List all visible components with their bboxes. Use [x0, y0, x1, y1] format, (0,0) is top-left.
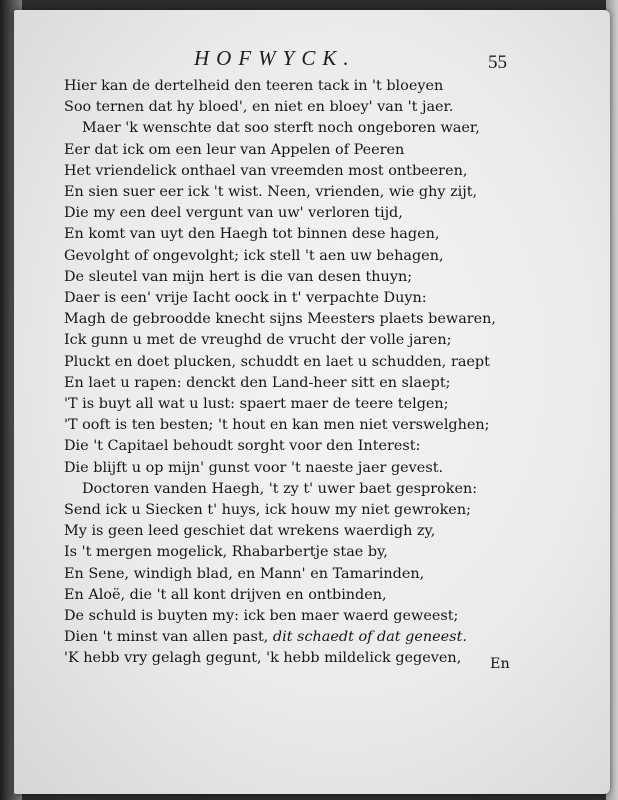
verse-line [64, 394, 534, 415]
verse-text-block [64, 76, 534, 670]
verse-line [64, 564, 534, 585]
verse-line [64, 627, 534, 648]
verse-line-text: Magh de gebroodde knecht sijns Meesters plaets bewaren, [64, 311, 497, 328]
verse-line-text: Soo ternen dat hy bloed', en niet en bloey' van 't jaer. [64, 99, 454, 116]
verse-line-text: Dien 't minst van allen past, [64, 629, 269, 646]
verse-line [64, 542, 534, 563]
verse-line-text: Eer dat ick om een leur van Appelen of Peeren [64, 141, 405, 158]
verse-line-text: Die blijft u op mijn' gunst voor 't naeste jaer gevest. [64, 459, 444, 476]
verse-line [64, 585, 534, 606]
verse-line-text: De schuld is buyten my: ick ben maer waerd geweest; [64, 608, 459, 625]
verse-line [64, 203, 534, 224]
verse-line [64, 309, 534, 330]
verse-line-text: Pluckt en doet plucken, schuddt en laet u schudden, raept [64, 353, 490, 370]
verse-line [64, 118, 534, 139]
verse-line [64, 436, 534, 457]
verse-line-text: En Aloë, die 't all kont drijven en ontbinden, [64, 586, 387, 603]
verse-line-text: En sien suer eer ick 't wist. Neen, vrienden, wie ghy zijt, [64, 184, 478, 201]
verse-line-text: Ick gunn u met de vreughd de vrucht der volle jaren; [64, 332, 452, 349]
verse-line [64, 267, 534, 288]
page-sheet [14, 10, 610, 794]
verse-line [64, 140, 534, 161]
verse-line-text: Is 't mergen mogelick, Rhabarbertje stae by, [64, 544, 388, 561]
verse-line-text: En komt van uyt den Haegh tot binnen dese hagen, [64, 226, 440, 243]
verse-line [64, 330, 534, 351]
verse-line-text: Send ick u Siecken t' huys, ick houw my niet gewroken; [64, 502, 471, 519]
verse-line-text: Die my een deel vergunt van uw' verloren tijd, [64, 205, 403, 222]
verse-line-text: En laet u rapen: denckt den Land-heer sitt en slaept; [64, 374, 451, 391]
verse-line [64, 224, 534, 245]
verse-line [64, 246, 534, 267]
verse-line-text: De sleutel van mijn hert is die van desen thuyn; [64, 268, 413, 285]
verse-line-text: 'K hebb vry gelagh gegunt, 'k hebb mildelick gegeven, [64, 650, 462, 667]
verse-line-text: Hier kan de dertelheid den teeren tack in 't bloeyen [64, 78, 444, 94]
verse-line [64, 352, 534, 373]
verse-line-text: Het vriendelick onthael van vreemden most ontbeeren, [64, 162, 468, 179]
page-number: 55 [488, 52, 507, 73]
verse-line [64, 648, 534, 669]
running-head: HOFWYCK. [194, 46, 356, 70]
verse-line-text: 'T ooft is ten besten; 't hout en kan men niet verswelghen; [64, 417, 490, 434]
verse-line-text: Gevolght of ongevolght; ick stell 't aen uw behagen, [64, 247, 444, 264]
verse-line-text: Die 't Capitael behoudt sorght voor den Interest: [64, 438, 421, 455]
verse-line-text: 'T is buyt all wat u lust: spaert maer de teere telgen; [64, 396, 449, 413]
verse-line [64, 182, 534, 203]
verse-line-italic: dit schaedt of dat geneest. [272, 629, 467, 646]
verse-line [64, 500, 534, 521]
verse-line-text: En Sene, windigh blad, en Mann' en Tamarinden, [64, 565, 425, 582]
verse-line-text: Daer is een' vrije Iacht oock in t' verpachte Duyn: [64, 290, 427, 307]
verse-line [64, 373, 534, 394]
verse-line [64, 458, 534, 479]
verse-line [64, 521, 534, 542]
verse-line-text: My is geen leed geschiet dat wrekens waerdigh zy, [64, 523, 436, 540]
verse-line [64, 161, 534, 182]
catchword: En [490, 656, 510, 672]
verse-line [64, 97, 534, 118]
verse-line [64, 479, 534, 500]
verse-line-text: Maer 'k wenschte dat soo sterft noch ongeboren waer, [82, 120, 480, 137]
verse-line [64, 288, 534, 309]
verse-line [64, 606, 534, 627]
verse-line [64, 415, 534, 436]
verse-line [64, 76, 534, 97]
verse-line-text: Doctoren vanden Haegh, 't zy t' uwer baet gesproken: [82, 480, 478, 497]
